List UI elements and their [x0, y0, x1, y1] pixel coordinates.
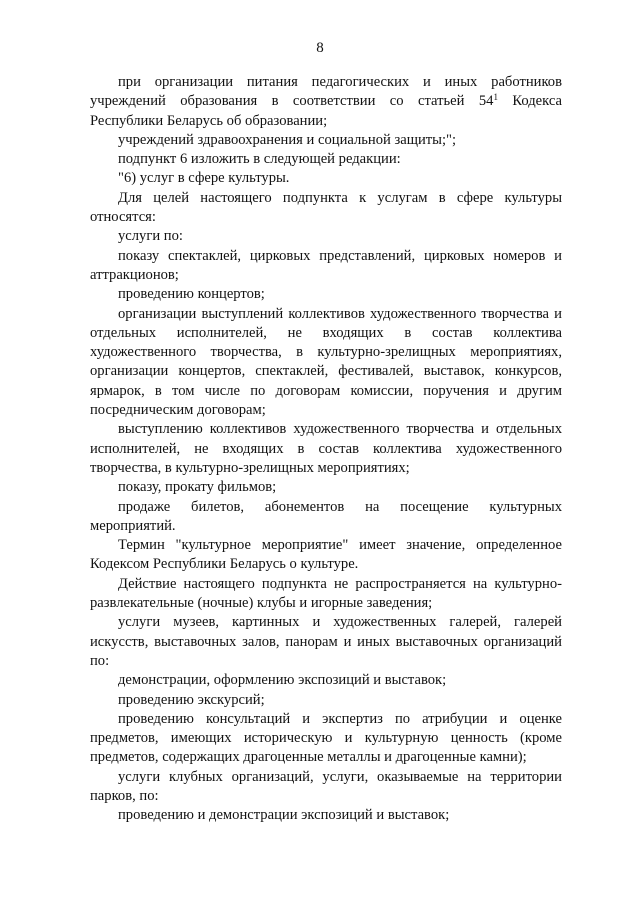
paragraph-11: показу, прокату фильмов;: [118, 479, 277, 496]
paragraph-7: показу спектаклей, цирковых представлений, цирковых номеров и аттракционов;: [90, 247, 562, 283]
paragraph-16: демонстрации, оформлению экспозиций и выставок;: [118, 672, 447, 689]
paragraph-14: Действие настоящего подпункта не распространяется на культурно-развлекательные (ночные) клубы и игорные заведения;: [90, 575, 562, 612]
paragraph-19: услуги клубных организаций, услуги, оказываемые на территории парков, по:: [90, 768, 562, 804]
paragraph-8: проведению концертов;: [118, 286, 265, 303]
paragraph-1-text: при организации питания педагогических и иных работников учреждений образования в соответствии со статьей 54: [90, 74, 562, 110]
document-body: [90, 73, 562, 826]
paragraph-10: выступлению коллективов художественного творчества и отдельных исполнителей, не входящих в состав коллектива художественного творчества, в культурно-зрелищных мероприятиях;: [90, 421, 562, 476]
paragraph-12: продаже билетов, абонементов на посещение культурных мероприятий.: [90, 498, 562, 534]
paragraph-18: проведению консультаций и экспертиз по атрибуции и оценке предметов, имеющих историческую и культурную ценность (кроме предметов, содержащих драгоценные металлы и драгоценные камни);: [90, 710, 562, 766]
paragraph-1-tail: Кодекса Республики Беларусь об образовании;: [90, 93, 562, 129]
footnote-mark: 1: [493, 92, 498, 103]
paragraph-13: Термин "культурное мероприятие" имеет значение, определенное Кодексом Республики Беларусь о культуре.: [90, 537, 562, 573]
paragraph-20: проведению и демонстрации экспозиций и выставок;: [118, 807, 450, 824]
paragraph-17: проведению экскурсий;: [118, 691, 265, 708]
paragraph-2: учреждений здравоохранения и социальной защиты;";: [118, 131, 457, 148]
paragraph-5: Для целей настоящего подпункта к услугам в сфере культуры относятся:: [90, 189, 562, 226]
paragraph-3: подпункт 6 изложить в следующей редакции:: [118, 151, 401, 168]
paragraph-15: услуги музеев, картинных и художественных галерей, галерей искусств, выставочных залов, панорам и иных выставочных организаций по:: [90, 614, 562, 669]
paragraph-9: организации выступлений коллективов художественного творчества и отдельных исполнителей, не входящих в состав коллектива художественного творчества, в культурно-зрелищных мероприятиях, организации концертов, спектаклей, фестивалей, выставок, конкурсов, ярмарок, в том числе по договорам комиссии, поручения и другим посредническим договорам;: [90, 305, 562, 419]
page-number: 8: [316, 40, 324, 56]
paragraph-1: [90, 73, 562, 131]
paragraph-4: "6) услуг в сфере культуры.: [118, 170, 290, 187]
paragraph-6: услуги по:: [118, 228, 183, 245]
